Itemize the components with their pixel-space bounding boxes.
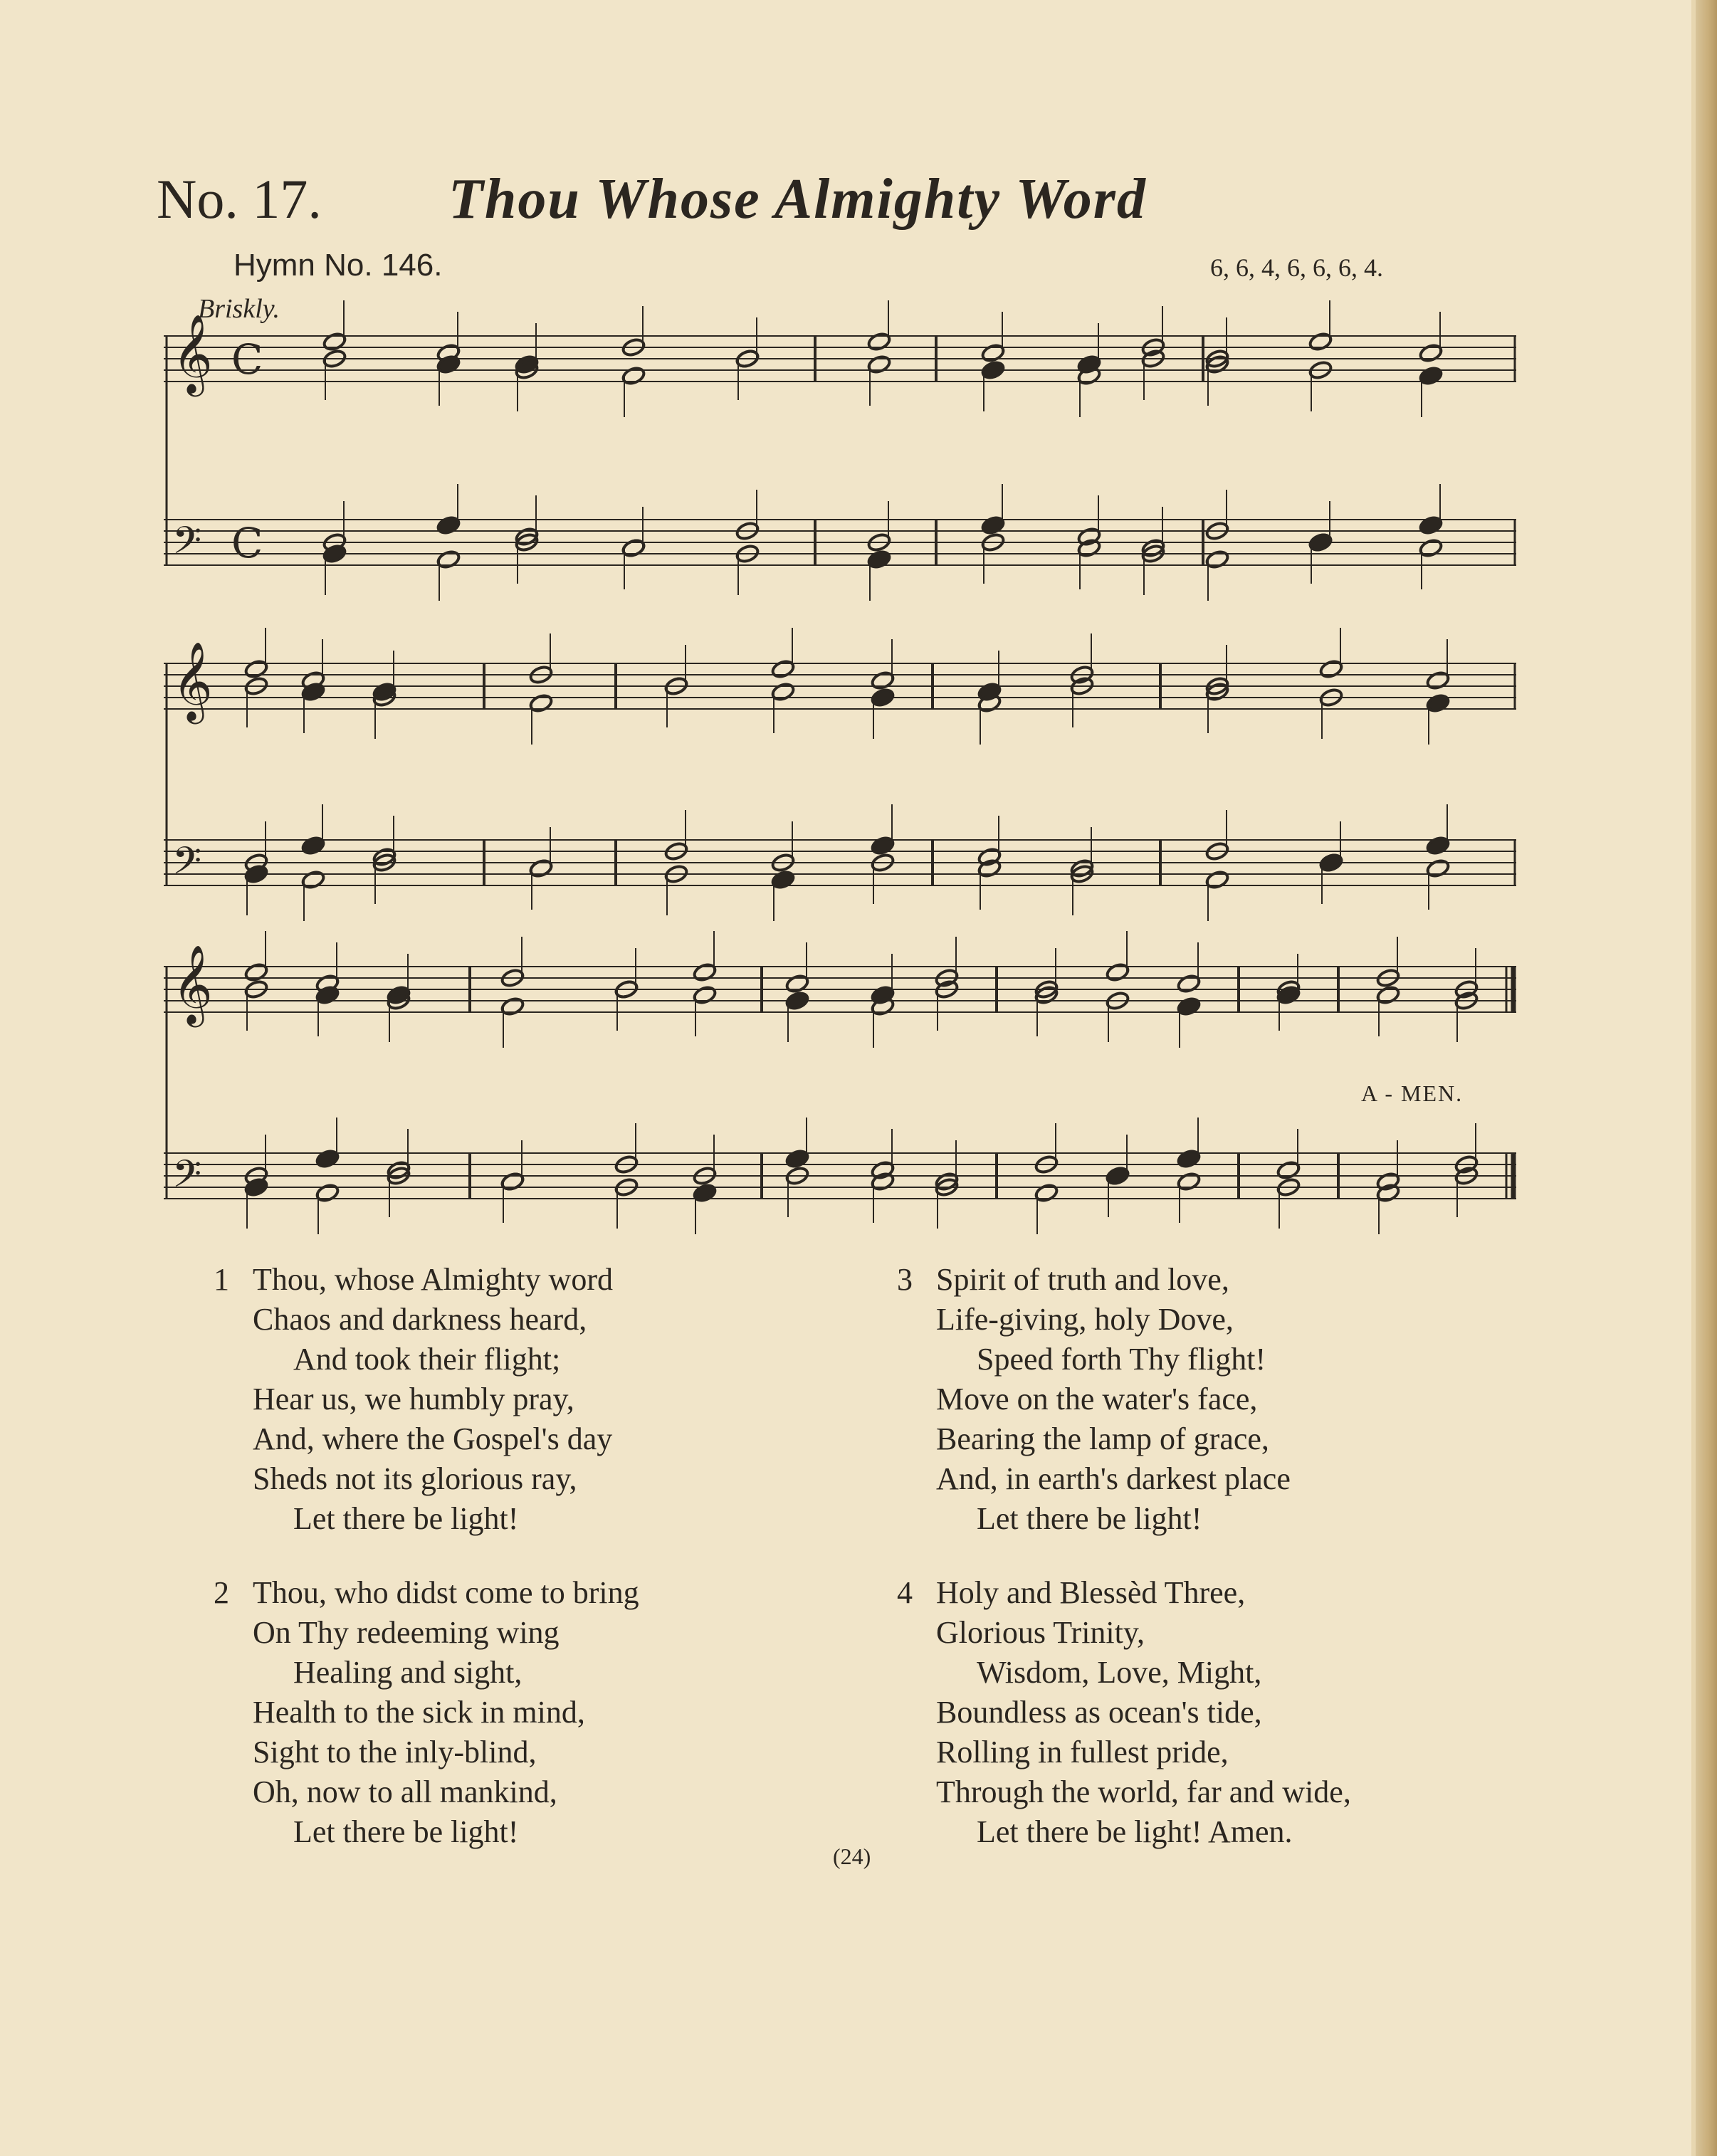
verse-line: Sheds not its glorious ray,: [253, 1461, 577, 1496]
treble-clef-icon: 𝄞: [172, 641, 213, 721]
treble-clef-icon: 𝄞: [172, 313, 213, 394]
tempo-marking: Briskly.: [198, 294, 280, 324]
stanza-2: [214, 1573, 755, 1852]
hymn-number: No. 17.: [157, 168, 322, 230]
verse-line: Through the world, far and wide,: [936, 1774, 1351, 1809]
verse-line: Let there be light!: [293, 1501, 519, 1536]
verses-left-column: [214, 1260, 755, 1886]
verse-line: Let there be light!: [977, 1501, 1202, 1536]
score-system-2: [164, 626, 1523, 932]
verse-line: And, in earth's darkest place: [936, 1461, 1291, 1496]
verse-line: Rolling in fullest pride,: [936, 1735, 1229, 1770]
verse-line: Sight to the inly-blind,: [253, 1735, 537, 1770]
common-time-icon: C: [231, 335, 263, 384]
verse-line: Move on the water's face,: [936, 1382, 1258, 1416]
verse-line: Bearing the lamp of grace,: [936, 1421, 1269, 1456]
verse-line: Speed forth Thy flight!: [977, 1342, 1266, 1377]
bass-clef-icon: 𝄢: [172, 1152, 202, 1206]
verse-line: And took their flight;: [293, 1342, 561, 1377]
bass-staff: [164, 1118, 1516, 1234]
verse-line: Chaos and darkness heard,: [253, 1302, 587, 1337]
hymn-title: Thou Whose Almighty Word: [448, 168, 1147, 231]
verse-line: Healing and sight,: [293, 1655, 523, 1690]
verse-line: Oh, now to all mankind,: [253, 1774, 557, 1809]
verse-line: Holy and Blessèd Three,: [936, 1575, 1246, 1610]
bass-staff: [164, 804, 1516, 921]
verse-line: Life-giving, holy Dove,: [936, 1302, 1234, 1337]
verse-line: And, where the Gospel's day: [253, 1421, 613, 1456]
bass-staff: [164, 484, 1516, 601]
page-edge-shadow: [1696, 0, 1717, 2156]
meter: 6, 6, 4, 6, 6, 6, 4.: [1210, 253, 1383, 282]
amen-lyric: A - MEN.: [1361, 1080, 1464, 1106]
verse-line: Spirit of truth and love,: [936, 1262, 1229, 1297]
verse-line: Hear us, we humbly pray,: [253, 1382, 574, 1416]
treble-staff: [164, 628, 1516, 745]
stanza-1: [214, 1260, 755, 1539]
hymn-reference: Hymn No. 146.: [233, 248, 443, 283]
page-number: (24): [833, 1844, 871, 1869]
treble-staff: [164, 300, 1516, 417]
stanza-4: [897, 1573, 1538, 1852]
stanza-3: [897, 1260, 1538, 1539]
verse-line: Wisdom, Love, Might,: [977, 1655, 1262, 1690]
bass-clef-icon: 𝄢: [172, 519, 202, 572]
stanza-number: 3: [897, 1262, 913, 1297]
verse-line: Thou, whose Almighty word: [253, 1262, 613, 1297]
common-time-icon: C: [231, 518, 263, 567]
verse-line: Let there be light! Amen.: [977, 1814, 1293, 1849]
title-row: [157, 167, 1509, 246]
verse-line: Let there be light!: [293, 1814, 519, 1849]
score-system-1: [164, 313, 1523, 619]
verses-right-column: [897, 1260, 1538, 1886]
bass-clef-icon: 𝄢: [172, 839, 202, 893]
score-system-3: [164, 932, 1523, 1246]
verse-line: Boundless as ocean's tide,: [936, 1695, 1262, 1730]
treble-staff: [164, 931, 1516, 1048]
treble-clef-icon: 𝄞: [172, 944, 213, 1024]
stanza-number: 2: [214, 1575, 229, 1610]
verse-line: Glorious Trinity,: [936, 1615, 1145, 1650]
stanza-number: 4: [897, 1575, 913, 1610]
verse-line: On Thy redeeming wing: [253, 1615, 560, 1650]
stanza-number: 1: [214, 1262, 229, 1297]
verse-line: Thou, who didst come to bring: [253, 1575, 639, 1610]
verse-line: Health to the sick in mind,: [253, 1695, 585, 1730]
